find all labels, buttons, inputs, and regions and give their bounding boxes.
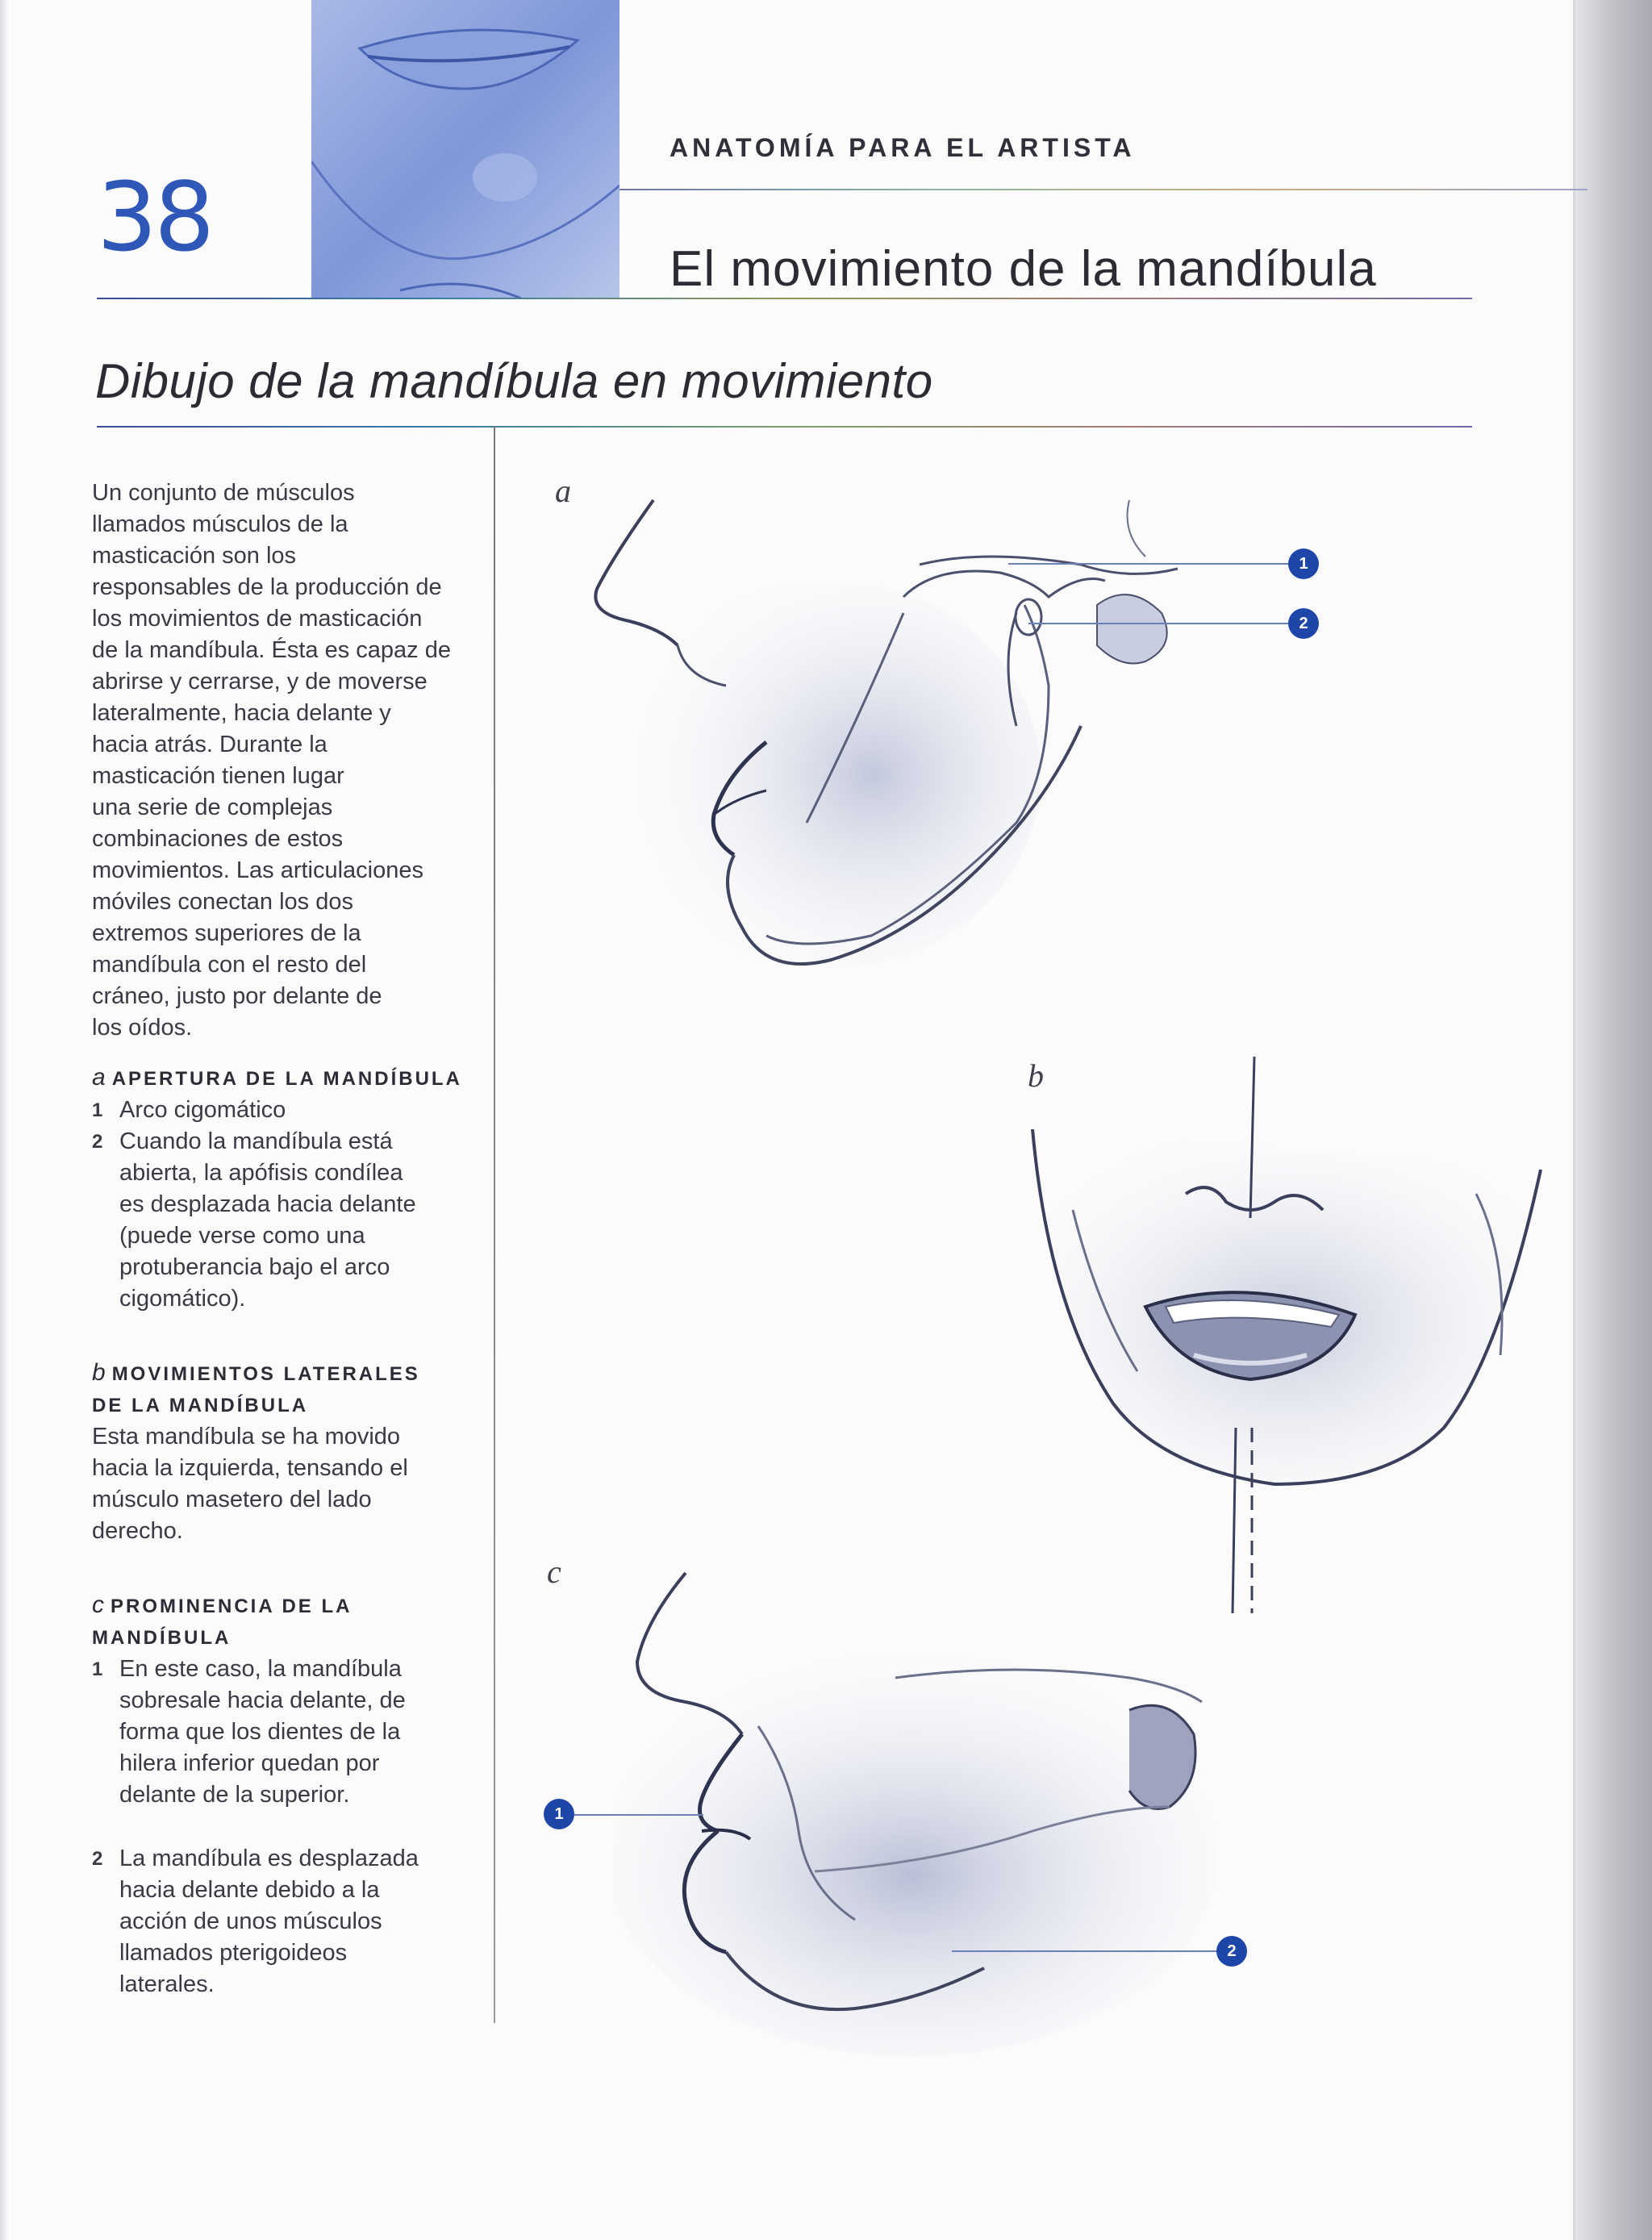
item-number: 1: [92, 1099, 103, 1121]
section-b-body-line: músculo masetero del lado: [92, 1487, 372, 1512]
figure-c-callout-1: 1: [544, 1799, 574, 1829]
item-line: cigomático).: [119, 1286, 246, 1312]
item-line: Cuando la mandíbula está: [119, 1128, 393, 1154]
item-text: [119, 1095, 471, 1126]
item-line: (puede verse como una: [119, 1223, 365, 1249]
intro-line: una serie de complejas: [92, 795, 333, 820]
section-b-notes: [92, 1357, 471, 1547]
section-c-notes: [92, 1589, 471, 2000]
figure-a-leader-2: [1028, 623, 1291, 624]
chapter-title: El movimiento de la mandíbula: [670, 241, 1377, 297]
intro-line: llamados músculos de la: [92, 511, 348, 537]
item-text: [119, 1126, 471, 1315]
item-line: delante de la superior.: [119, 1782, 350, 1808]
section-a-notes: [92, 1062, 471, 1315]
figure-a-callout-2: 2: [1288, 608, 1319, 639]
intro-line: masticación tienen lugar: [92, 763, 344, 789]
item-line: hacia delante debido a la: [119, 1877, 380, 1903]
page-number: 38: [97, 161, 212, 273]
section-b-letter: b: [92, 1359, 106, 1386]
section-a-item-2: [92, 1126, 471, 1315]
book-title: ANATOMÍA PARA EL ARTISTA: [670, 133, 1136, 162]
figure-a-label: a: [555, 473, 571, 509]
figure-c-leader-2: [952, 1950, 1218, 1952]
page-left-edge: [0, 0, 8, 2240]
intro-line: lateralmente, hacia delante y: [92, 700, 391, 726]
item-line: hilera inferior quedan por: [119, 1750, 380, 1776]
section-a-heading: [92, 1062, 471, 1095]
item-line: llamados pterigoideos: [119, 1940, 348, 1966]
text-column: [92, 478, 471, 2000]
intro-line: combinaciones de estos: [92, 826, 344, 852]
intro-line: movimientos. Las articulaciones: [92, 857, 424, 883]
item-line: La mandíbula es desplazada: [119, 1846, 419, 1871]
next-page-edge: [1575, 0, 1652, 2240]
figure-c-leader-1: [574, 1814, 703, 1816]
chapter-rule: [97, 298, 1472, 299]
figure-a-leader-1: [1008, 563, 1291, 565]
section-b-body-line: hacia la izquierda, tensando el: [92, 1455, 408, 1481]
item-line: abierta, la apófisis condílea: [119, 1160, 403, 1186]
item-text: [119, 1654, 471, 1811]
header-mouth-illustration: [311, 0, 620, 298]
item-number: 2: [92, 1131, 103, 1153]
intro-paragraph: [92, 478, 471, 1044]
figure-a-callout-1: 1: [1288, 549, 1319, 579]
intro-line: de la mandíbula. Ésta es capaz de: [92, 637, 451, 663]
item-line: acción de unos músculos: [119, 1908, 382, 1934]
item-line: Arco cigomático: [119, 1097, 286, 1123]
intro-line: los movimientos de masticación: [92, 606, 423, 632]
item-line: protuberancia bajo el arco: [119, 1254, 390, 1280]
figure-a-open-jaw-drawing: [565, 484, 1291, 1000]
section-c-item-1: [92, 1654, 471, 1811]
section-b-body-line: derecho.: [92, 1518, 183, 1544]
intro-line: extremos superiores de la: [92, 920, 361, 946]
section-title: Dibujo de la mandíbula en movimiento: [95, 354, 933, 408]
figure-c-callout-2: 2: [1216, 1936, 1247, 1967]
section-b-body-line: Esta mandíbula se ha movido: [92, 1424, 401, 1450]
item-number: 1: [92, 1658, 103, 1680]
item-number: 2: [92, 1848, 103, 1870]
header-rule: [620, 189, 1587, 190]
item-text: [119, 1843, 471, 2000]
figure-b-label: b: [1028, 1057, 1044, 1094]
item-line: sobresale hacia delante, de: [119, 1687, 406, 1713]
section-b-heading: [92, 1357, 471, 1390]
intro-line: mandíbula con el resto del: [92, 952, 367, 978]
intro-line: abrirse y cerrarse, y de moverse: [92, 669, 428, 695]
item-line: forma que los dientes de la: [119, 1719, 401, 1745]
section-a-heading-text: APERTURA DE LA MANDÍBULA: [111, 1068, 462, 1090]
section-a-letter: a: [92, 1064, 106, 1091]
section-c-heading-line: MANDÍBULA: [92, 1627, 232, 1649]
item-line: laterales.: [119, 1971, 215, 1997]
figure-b-lateral-jaw-drawing: [1024, 1049, 1573, 1629]
section-a-item-1: [92, 1095, 471, 1126]
section-rule: [97, 426, 1472, 428]
section-b-heading-line: MOVIMIENTOS LATERALES: [111, 1363, 420, 1385]
section-c-item-2: [92, 1843, 471, 2000]
column-divider: [494, 426, 495, 2023]
figure-c-protruding-jaw-drawing: [613, 1565, 1274, 2065]
section-c-heading-line: PROMINENCIA DE LA: [111, 1596, 353, 1617]
section-c-heading: [92, 1589, 471, 1622]
intro-line: responsables de la producción de: [92, 574, 442, 600]
figure-c-label: c: [547, 1554, 561, 1590]
section-c-letter: c: [92, 1591, 104, 1618]
intro-line: Un conjunto de músculos: [92, 480, 355, 506]
section-b-heading-line: DE LA MANDÍBULA: [92, 1395, 309, 1416]
intro-line: los oídos.: [92, 1015, 193, 1041]
item-line: En este caso, la mandíbula: [119, 1656, 402, 1682]
intro-line: cráneo, justo por delante de: [92, 983, 382, 1009]
intro-line: móviles conectan los dos: [92, 889, 353, 915]
intro-line: hacia atrás. Durante la: [92, 732, 327, 757]
item-line: es desplazada hacia delante: [119, 1191, 416, 1217]
intro-line: masticación son los: [92, 543, 297, 569]
